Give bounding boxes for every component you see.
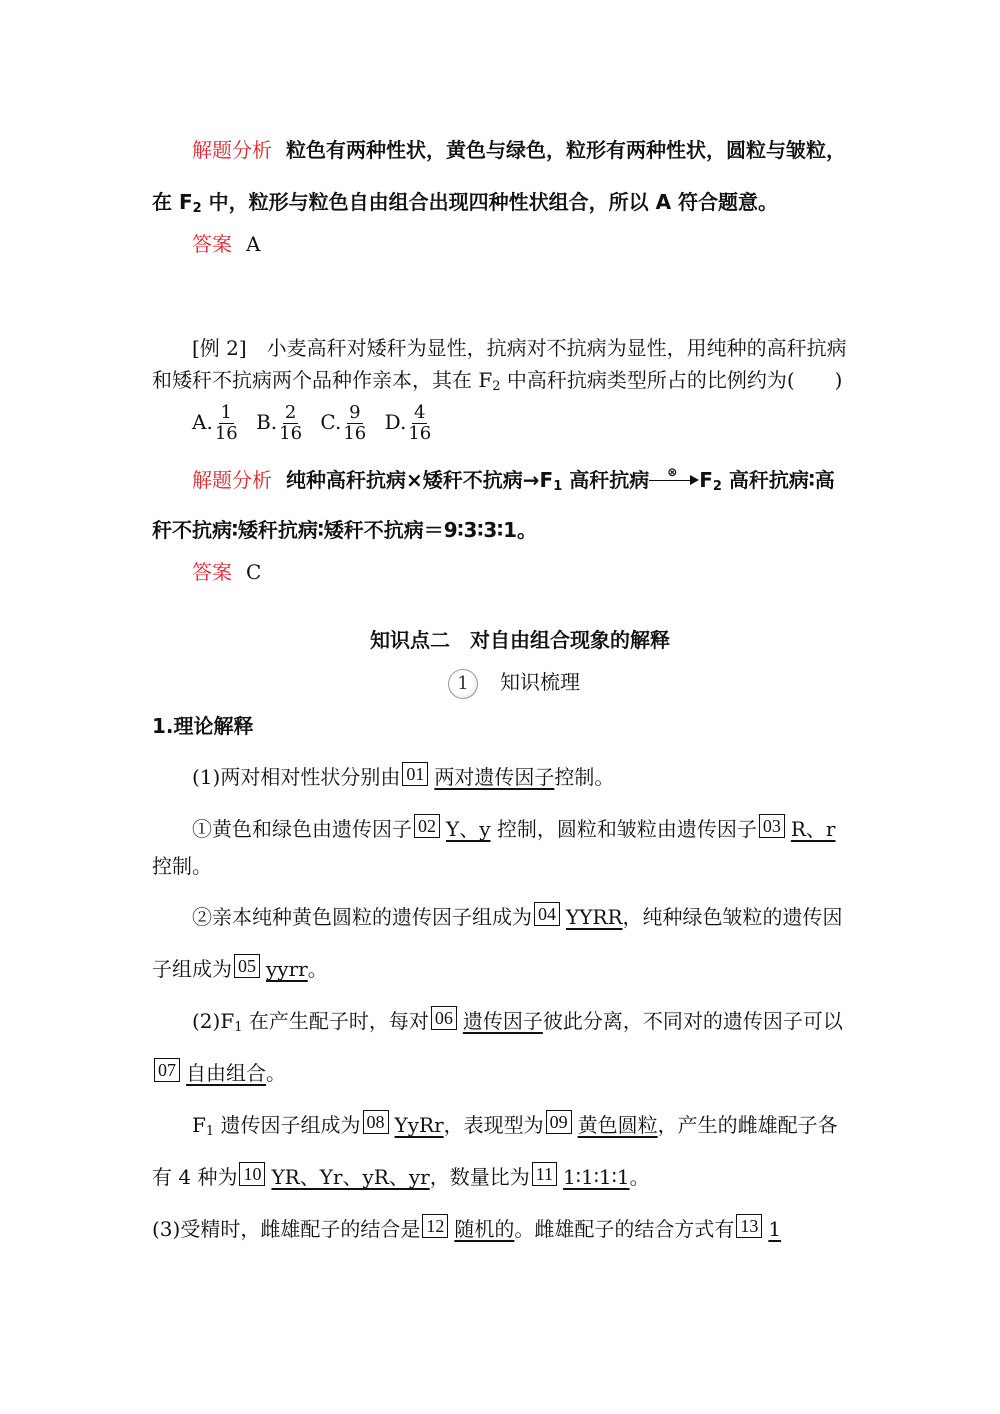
para-5-line2: 有 4 种为 10 YR、Yr、yR、yr，数量比为 11 1∶1∶1∶1。 <box>152 1164 650 1189</box>
blank-08: 08 <box>363 1110 389 1134</box>
ex1-answer-value: A <box>246 232 261 256</box>
para-3-line2: 子组成为 05 yyrr。 <box>152 956 328 981</box>
para-1: (1)两对相对性状分别由 01 两对遗传因子控制。 <box>192 764 615 789</box>
ex1-answer <box>192 230 260 258</box>
ex2-analysis-label: 解题分析 <box>192 468 272 492</box>
blank-01: 01 <box>402 762 428 786</box>
blank-10: 10 <box>239 1162 265 1186</box>
theory-title: 1.理论解释 <box>152 714 254 738</box>
para-4-line2: 07 自由组合。 <box>152 1058 286 1087</box>
blank-04: 04 <box>534 902 560 926</box>
option-d: D. $\frac{4}{16}$ <box>384 402 432 444</box>
blank-06: 06 <box>431 1006 457 1030</box>
para-5-line1: $F_1$ 遗传因子组成为 08 YyRr，表现型为 09 黄色圆粒，产生的雌雄配子各 <box>192 1112 838 1139</box>
ex2-answer-label: 答案 <box>192 560 232 584</box>
option-c: C. $\frac{9}{16}$ <box>320 402 367 444</box>
para-2-line2: 控制。 <box>152 854 212 878</box>
ex1-analysis-line2: 在 $F_2$ 中，粒形与粒色自由组合出现四种性状组合，所以 A 符合题意。 <box>152 190 779 216</box>
answer-10: YR、Yr、yR、yr <box>271 1165 430 1189</box>
answer-03: R、r <box>790 817 836 841</box>
blank-03: 03 <box>759 814 785 838</box>
answer-05: yyrr <box>266 957 308 981</box>
option-b: B. $\frac{2}{16}$ <box>256 402 303 444</box>
ex2-analysis-line1: 解题分析 纯种高秆抗病×矮秆不抗病$\to F_1$ 高秆抗病 ⊗ $F_2$ 高秆抗病∶高 <box>192 465 835 494</box>
blank-07: 07 <box>154 1058 180 1082</box>
blank-02: 02 <box>414 814 440 838</box>
para-2-line1: ①黄色和绿色由遗传因子 02 Y、y 控制，圆粒和皱粒由遗传因子 03 R、r <box>192 816 836 841</box>
answer-09: 黄色圆粒 <box>577 1113 658 1137</box>
ex1-analysis-line1: 解题分析 粒色有两种性状，黄色与绿色，粒形有两种性状，圆粒与皱粒， <box>192 138 846 162</box>
answer-13: 1 <box>768 1217 782 1241</box>
ex1-analysis-label: 解题分析 <box>192 138 272 162</box>
blank-11: 11 <box>532 1162 557 1186</box>
section-heading: 知识点二 对自由组合现象的解释 <box>370 628 670 652</box>
answer-07: 自由组合 <box>186 1061 266 1085</box>
answer-08: YyRr <box>394 1113 444 1137</box>
ex2-question-line1: [例 2] 小麦高秆对矮秆为显性，抗病对不抗病为显性，用纯种的高秆抗病 <box>192 336 847 360</box>
answer-12: 随机的 <box>454 1217 515 1241</box>
blank-09: 09 <box>546 1110 572 1134</box>
answer-04: YYRR <box>566 905 623 929</box>
ex2-options <box>192 402 443 444</box>
circled-number-badge: 1 <box>448 669 478 699</box>
ex2-answer-value: C <box>246 560 262 584</box>
para-4-line1: $(2)F_1$ 在产生配子时，每对 06 遗传因子彼此分离，不同对的遗传因子可以 <box>192 1008 843 1035</box>
para-6: (3)受精时，雌雄配子的结合是 12 随机的。雌雄配子的结合方式有 13 1 <box>152 1216 782 1241</box>
answer-01: 两对遗传因子 <box>434 765 555 789</box>
section-subheading: 1 知识梳理 <box>448 666 580 699</box>
blank-12: 12 <box>422 1214 448 1238</box>
ex1-answer-label: 答案 <box>192 232 232 256</box>
ex2-answer <box>192 558 261 586</box>
answer-06: 遗传因子 <box>462 1009 543 1033</box>
option-a: A. $\frac{1}{16}$ <box>192 402 238 444</box>
para-3-line1: ②亲本纯种黄色圆粒的遗传因子组成为 04 YYRR，纯种绿色皱粒的遗传因 <box>192 904 843 929</box>
answer-11: 1∶1∶1∶1 <box>563 1165 630 1189</box>
answer-02: Y、y <box>446 817 491 841</box>
blank-05: 05 <box>234 954 260 978</box>
blank-13: 13 <box>736 1214 762 1238</box>
selfing-arrow-icon: ⊗ <box>649 466 699 494</box>
ex2-analysis-line2: 秆不抗病∶矮秆抗病∶矮秆不抗病＝9∶3∶3∶1。 <box>152 518 538 542</box>
ex2-question-line2: 和矮秆不抗病两个品种作亲本，其在 $F_2$ 中高秆抗病类型所占的比例约为( ) <box>152 368 843 394</box>
